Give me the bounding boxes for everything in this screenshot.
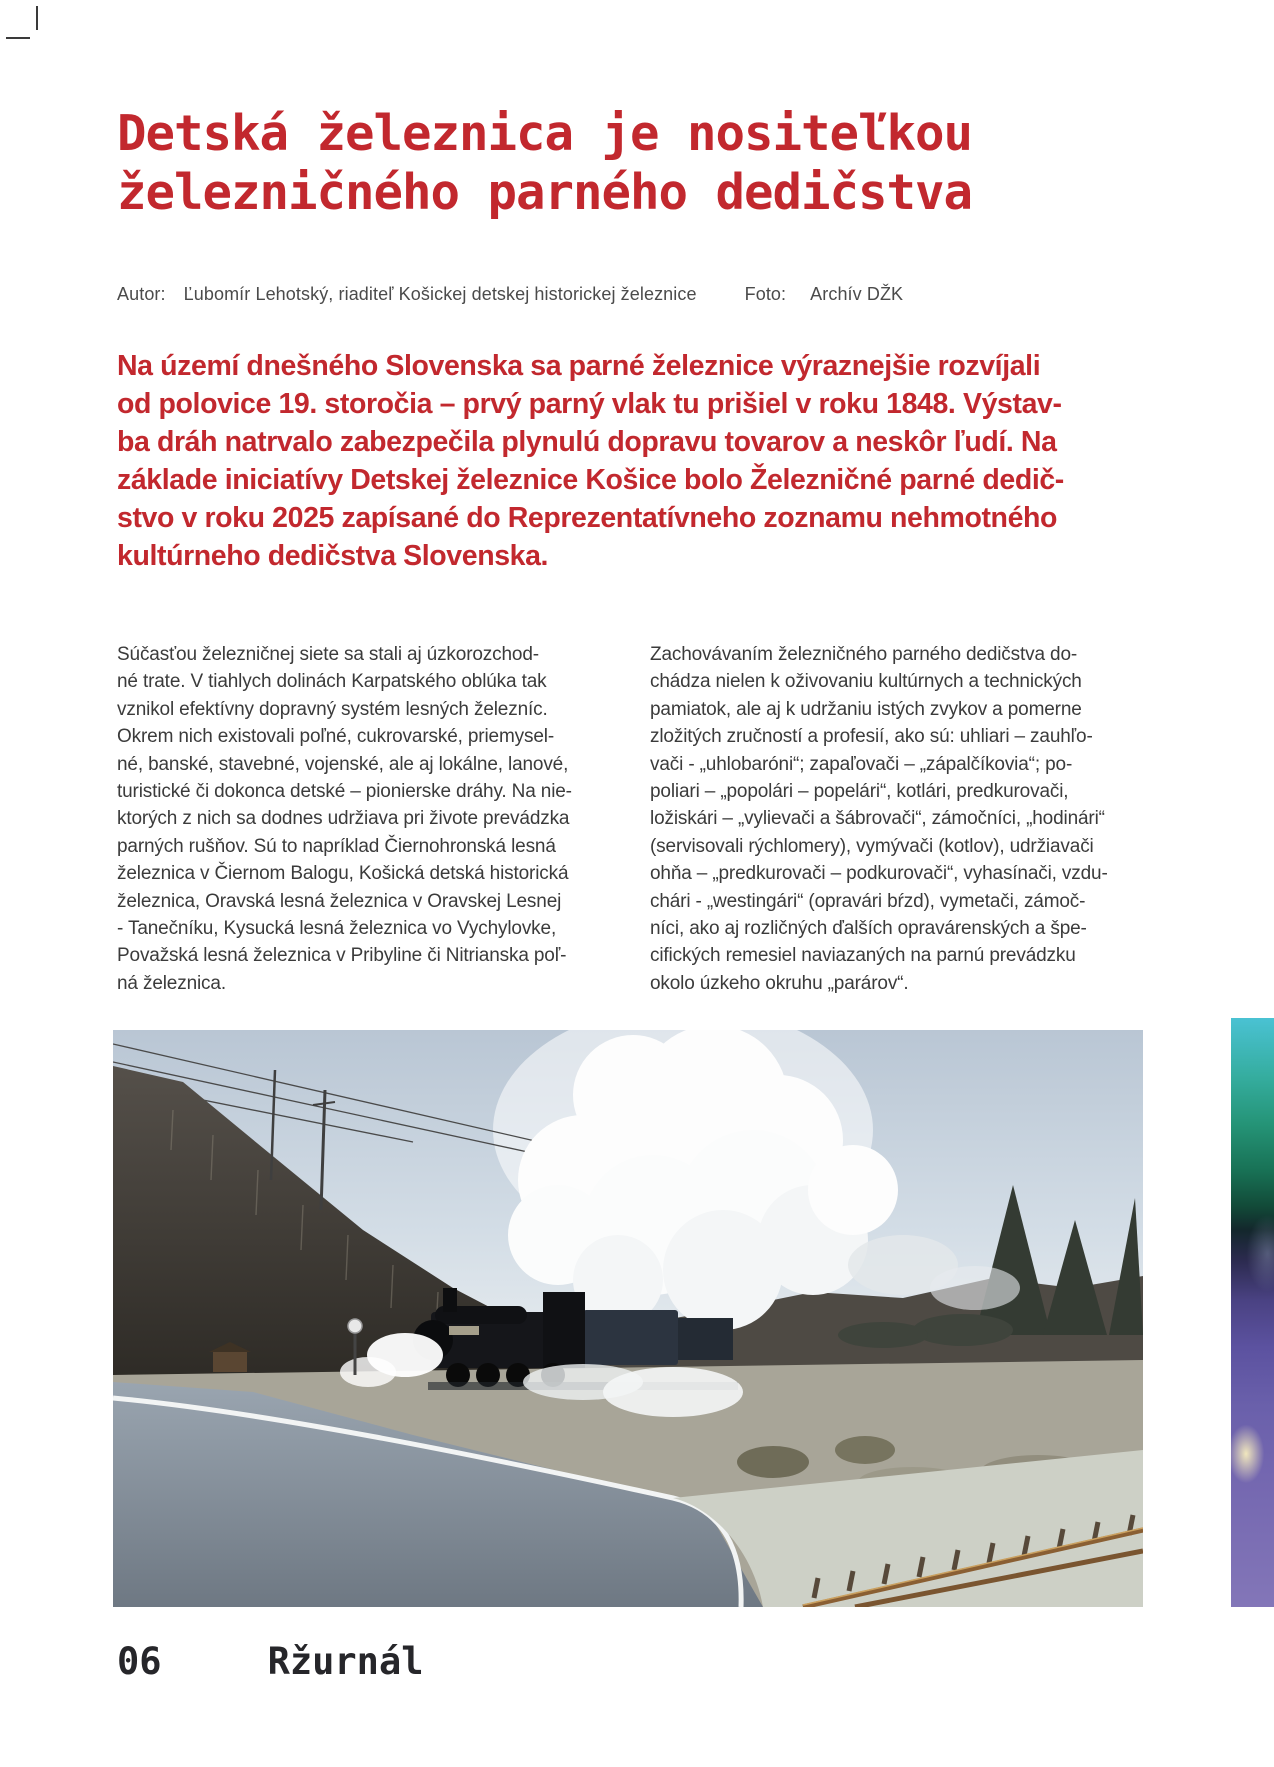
lead-line: kultúrneho dedičstva Slovenska. <box>117 540 549 572</box>
author-label: Autor: <box>117 284 166 304</box>
lead-line: stvo v roku 2025 zapísané do Reprezentatívneho zoznamu nehmotného <box>117 502 1058 534</box>
body-text-line: ná železnica. <box>117 972 226 994</box>
body-text-line: cifických remesiel naviazaných na parnú prevádzku <box>650 945 1076 967</box>
crop-mark-horizontal <box>6 37 30 39</box>
body-text-line: okolo úzkeho okruhu „parárov“. <box>650 972 909 994</box>
body-text-line: Zachovávaním železničného parného dedičstva do- <box>650 644 1078 665</box>
body-column-right <box>650 641 1150 997</box>
body-text-line: Súčasťou železničnej siete sa stali aj úzkorozchod- <box>117 644 539 665</box>
photo-credit: Archív DŽK <box>810 284 904 304</box>
lead-paragraph <box>117 347 1064 575</box>
body-text-line: železnica, Oravská lesná železnica v Oravskej Lesnej <box>117 890 562 912</box>
article-title-line: Detská železnica je nositeľkou <box>117 105 973 162</box>
body-text-line: turistické či dokonca detské – pionierske dráhy. Na nie- <box>117 781 572 803</box>
lead-line: ba dráh natrvalo zabezpečila plynulú dopravu tovarov a neskôr ľudí. Na <box>117 426 1057 458</box>
page-number: 06 <box>117 1640 162 1683</box>
body-text-line: níci, ako aj rozličných ďalších opravárenských a špe- <box>650 918 1087 940</box>
body-text-line: vznikol efektívny dopravný systém lesných železníc. <box>117 698 548 720</box>
magazine-title: Ržurnál <box>267 1640 424 1683</box>
author-name: Ľubomír Lehotský, riaditeľ Košickej detskej historickej železnice <box>183 284 697 304</box>
body-text-line: - Tanečníku, Kysucká lesná železnica vo Vychylovke, <box>117 918 557 940</box>
body-text-line: poliari – „popolári – popelári“, kotlári, predkurovači, <box>650 781 1069 803</box>
byline <box>117 284 903 305</box>
body-text-line: parných rušňov. Sú to napríklad Čiernohronská lesná <box>117 835 556 857</box>
body-text-line: ktorých z nich sa dodnes udržiava pri živote prevádzka <box>117 808 570 830</box>
body-text-line: né, banské, stavebné, vojenské, ale aj lokálne, lanové, <box>117 753 569 775</box>
body-text-line: né trate. V tiahlych dolinách Karpatského oblúka tak <box>117 671 547 693</box>
body-text-line: Považská lesná železnica v Pribyline či Nitrianska poľ- <box>117 945 567 967</box>
photo-label: Foto: <box>744 284 787 304</box>
lead-line: od polovice 19. storočia – prvý parný vlak tu prišiel v roku 1848. Výstav- <box>117 388 1062 420</box>
page-footer <box>117 1640 424 1683</box>
body-text-line: chádza nielen k oživovaniu kultúrnych a technických <box>650 671 1082 693</box>
body-text-line: zložitých zručností a profesií, ako sú: uhliari – zauhľo- <box>650 726 1093 748</box>
crop-mark-vertical <box>36 6 38 30</box>
body-text-line: (servisovali rýchlomery), vymývači (kotlov), udržiavači <box>650 835 1094 857</box>
lead-line: základe iniciatívy Detskej železnice Košice bolo Železničné parné dedič- <box>117 464 1064 496</box>
body-text-line: železnica v Čiernom Balogu, Košická detská historická <box>117 863 569 885</box>
steam-train-photo <box>113 1030 1143 1607</box>
body-column-left <box>117 641 617 997</box>
next-page-preview <box>1231 1018 1274 1607</box>
body-text-line: chári - „westingári“ (opravári bŕzd), vymetači, zámoč- <box>650 890 1086 912</box>
body-text-line: ohňa – „predkurovači – podkurovači“, vyhasínači, vzdu- <box>650 863 1108 885</box>
article-title <box>117 104 972 222</box>
body-text-line: ložiskári – „vylievači a šábrovači“, zámočníci, „hodinári“ <box>650 808 1105 830</box>
body-text-line: Okrem nich existovali poľné, cukrovarské, priemysel- <box>117 726 555 748</box>
body-text-line: pamiatok, ale aj k udržaniu istých zvykov a pomerne <box>650 698 1082 720</box>
lead-line: Na území dnešného Slovenska sa parné železnice výraznejšie rozvíjali <box>117 350 1041 382</box>
article-title-line: železničného parného dedičstva <box>117 164 973 221</box>
body-text-line: vači - „uhlobaróni“; zapaľovači – „zápalčíkovia“; po- <box>650 753 1073 775</box>
